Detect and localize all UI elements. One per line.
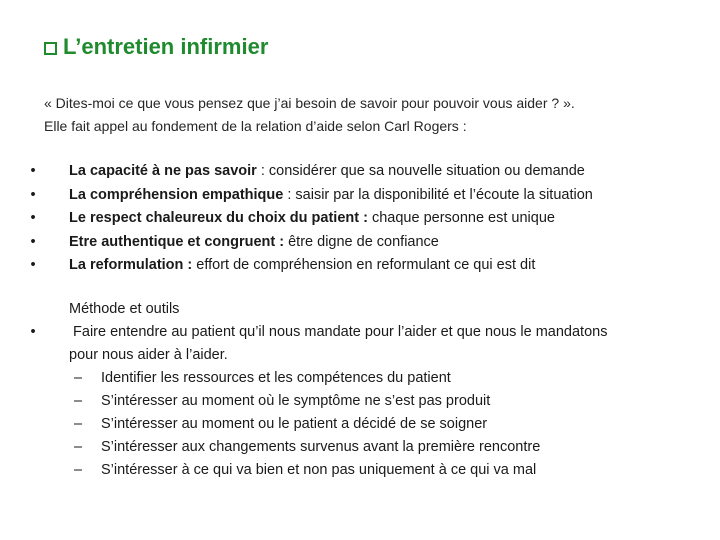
dash-icon: – [74, 462, 83, 478]
list-item [28, 367, 688, 390]
list-item [28, 390, 688, 413]
checkbox-square-icon [44, 42, 57, 55]
list-item [28, 459, 688, 482]
title-row [44, 34, 268, 60]
list-item [28, 231, 688, 255]
list-item [28, 436, 688, 459]
dash-icon: – [74, 416, 83, 432]
list-item-text: S’intéresser à ce qui va bien et non pas uniquement à ce qui va mal [101, 462, 537, 478]
bullet-icon: • [30, 163, 36, 179]
list-item-description: : considérer que sa nouvelle situation ou demande [256, 163, 585, 179]
method-bullet [28, 321, 688, 367]
list-item-term: La reformulation : [69, 257, 193, 273]
bullet-icon: • [30, 210, 36, 226]
list-item [28, 413, 688, 436]
bullet-icon: • [30, 324, 36, 340]
method-section [28, 298, 688, 482]
list-item-term: La capacité à ne pas savoir [69, 163, 257, 179]
list-item-term: Etre authentique et congruent : [69, 233, 285, 250]
bullet-icon: • [30, 233, 36, 250]
list-item [28, 254, 688, 278]
list-item-description: chaque personne est unique [367, 210, 555, 226]
list-item [28, 160, 688, 184]
intro-line-2: Elle fait appel au fondement de la relation d’aide selon Carl Rogers : [44, 118, 467, 134]
list-item-description: effort de compréhension en reformulant ce qui est dit [192, 257, 536, 273]
rogers-principles-list [28, 160, 688, 278]
dash-icon: – [74, 370, 83, 386]
method-line-2: pour nous aider à l’aider. [69, 347, 228, 363]
dash-icon: – [74, 439, 83, 455]
list-item [28, 207, 688, 231]
method-tools-list [28, 367, 688, 482]
list-item-term: Le respect chaleureux du choix du patient : [69, 210, 368, 226]
list-item-description: : saisir par la disponibilité et l’écoute la situation [283, 186, 593, 203]
method-line-1: Faire entendre au patient qu’il nous mandate pour l’aider et que nous le mandatons [69, 324, 608, 340]
list-item-term: La compréhension empathique [69, 186, 284, 203]
intro-line-1: « Dites-moi ce que vous pensez que j’ai besoin de savoir pour pouvoir vous aider ? ». [44, 95, 575, 111]
list-item-text: S’intéresser au moment où le symptôme ne s’est pas produit [101, 393, 491, 409]
dash-icon: – [74, 393, 83, 409]
list-item [28, 184, 688, 208]
bullet-icon: • [30, 186, 36, 203]
bullet-icon: • [30, 257, 36, 273]
method-heading: Méthode et outils [69, 301, 180, 317]
page-title: L’entretien infirmier [63, 34, 269, 59]
intro-paragraph [44, 92, 684, 138]
list-item-text: S’intéresser au moment ou le patient a décidé de se soigner [101, 416, 488, 432]
list-item-description: être digne de confiance [284, 233, 439, 250]
list-item-text: S’intéresser aux changements survenus avant la première rencontre [101, 439, 541, 455]
list-item-text: Identifier les ressources et les compétences du patient [101, 370, 451, 386]
